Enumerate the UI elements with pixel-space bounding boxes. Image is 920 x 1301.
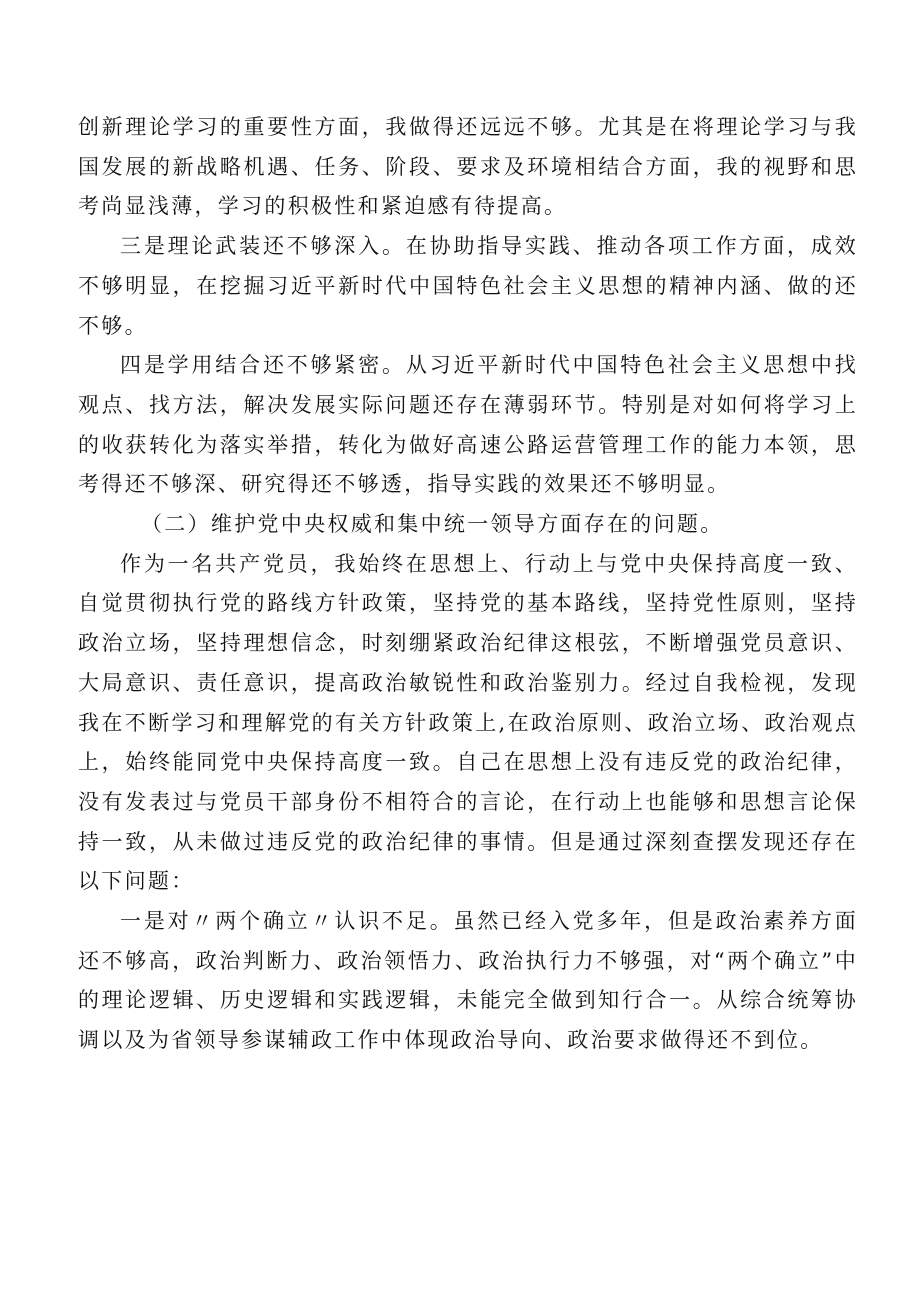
document-body (78, 108, 858, 1061)
paragraph-point-three: 三是理论武装还不够深入。在协助指导实践、推动各项工作方面，成效不够明显，在挖掘习近平新时代中国特色社会主义思想的精神内涵、做的还不够。 (78, 234, 858, 338)
paragraph-party-member: 作为一名共产党员，我始终在思想上、行动上与党中央保持高度一致、自觉贯彻执行党的路线方针政策，坚持党的基本路线，坚持党性原则，坚持政治立场，坚持理想信念，时刻绷紧政治纪律这根弦，不断增强党员意识、大局意识、责任意识，提高政治敏锐性和政治鉴别力。经过自我检视，发现我在不断学习和理解党的有关方针政策上,在政治原则、政治立场、政治观点上，始终能同党中央保持高度一致。自己在思想上没有违反党的政治纪律，没有发表过与党员干部身份不相符合的言论，在行动上也能够和思想言论保持一致，从未做过违反党的政治纪律的事情。但是通过深刻查摆发现还存在以下问题： (78, 551, 858, 894)
section-heading-two: （二）维护党中央权威和集中统一领导方面存在的问题。 (141, 512, 724, 537)
paragraph-point-four: 四是学用结合还不够紧密。从习近平新时代中国特色社会主义思想中找观点、找方法，解决发展实际问题还存在薄弱环节。特别是对如何将学习上的收获转化为落实举措，转化为做好高速公路运营管理工作的能力本领，思考得还不够深、研究得还不够透，指导实践的效果还不够明显。 (78, 353, 858, 497)
paragraph-point-one: 一是对〃两个确立〃认识不足。虽然已经入党多年，但是政治素养方面还不够高，政治判断力、政治领悟力、政治执行力不够强，对“两个确立”中的理论逻辑、历史逻辑和实践逻辑，未能完全做到知行合一。从综合统筹协调以及为省领导参谋辅政工作中体现政治导向、政治要求做得还不到位。 (78, 909, 858, 1053)
paragraph-continuation: 创新理论学习的重要性方面，我做得还远远不够。尤其是在将理论学习与我国发展的新战略机遇、任务、阶段、要求及环境相结合方面，我的视野和思考尚显浅薄，学习的积极性和紧迫感有待提高。 (78, 115, 858, 219)
